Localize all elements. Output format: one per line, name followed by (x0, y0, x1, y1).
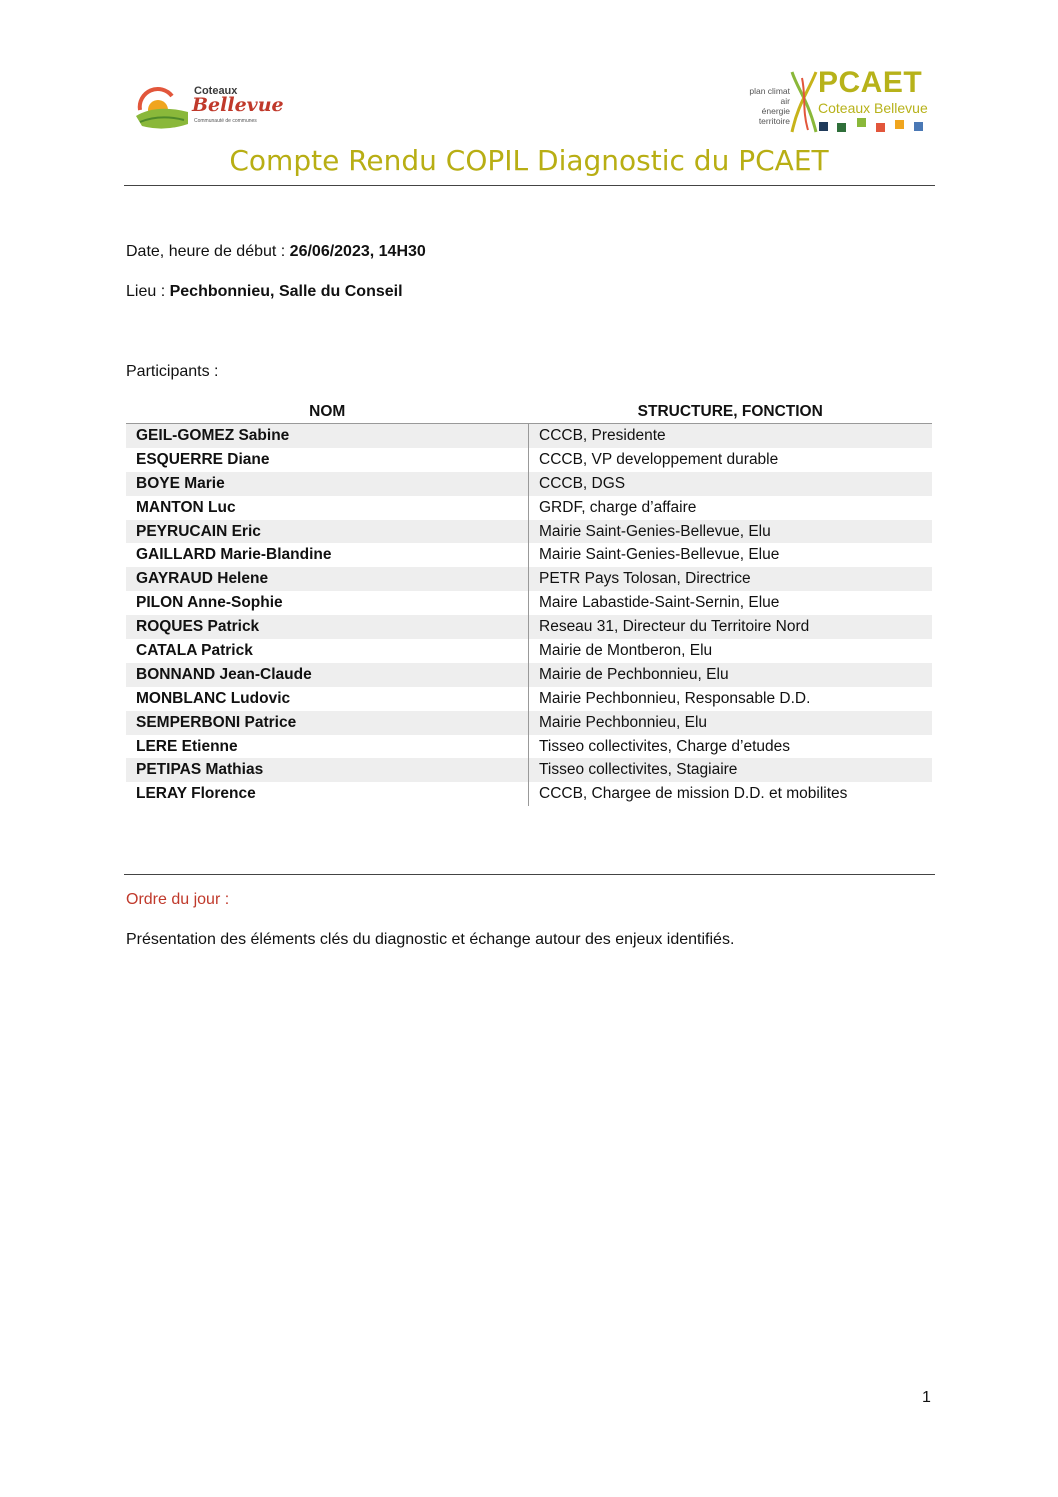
participant-structure: Mairie Saint-Genies-Bellevue, Elu (529, 520, 933, 544)
participant-name: LERE Etienne (126, 735, 529, 759)
participant-name: PILON Anne-Sophie (126, 591, 529, 615)
participant-structure: CCCB, Chargee de mission D.D. et mobilites (539, 785, 848, 803)
sun-hills-icon (134, 80, 190, 132)
table-row (126, 782, 932, 806)
document-title: Compte Rendu COPIL Diagnostic du PCAET (229, 144, 829, 177)
participants-label: Participants : (126, 363, 219, 380)
participant-name: MANTON Luc (126, 496, 529, 520)
table-row (126, 615, 932, 639)
pcaet-tagline (732, 86, 790, 126)
agenda-text: Présentation des éléments clés du diagnostic et échange autour des enjeux identifiés. (126, 931, 735, 948)
participant-structure: CCCB, Presidente (529, 424, 933, 448)
agenda-title: Ordre du jour : (126, 891, 230, 908)
title-divider (124, 185, 935, 186)
table-row (126, 424, 932, 448)
participant-structure: Maire Labastide-Saint-Sernin, Elue (539, 594, 780, 612)
table-row (126, 591, 932, 615)
column-header-structure: STRUCTURE, FONCTION (529, 401, 933, 424)
participant-name: PETIPAS Mathias (126, 758, 529, 782)
color-square (876, 123, 885, 132)
participant-name: SEMPERBONI Patrice (126, 711, 529, 735)
participant-structure: Mairie de Pechbonnieu, Elu (529, 663, 933, 687)
table-row (126, 663, 932, 687)
table-row (126, 472, 932, 496)
participants-table (126, 401, 932, 806)
participant-name: BONNAND Jean-Claude (126, 663, 529, 687)
participant-name: CATALA Patrick (126, 639, 529, 663)
pcaet-tagline-line: énergie (761, 106, 790, 116)
color-square (857, 118, 866, 127)
agenda-divider (124, 874, 935, 875)
participant-name: LERAY Florence (126, 782, 529, 806)
table-row (126, 448, 932, 472)
pcaet-swirl-icon (788, 70, 820, 136)
table-row (126, 496, 932, 520)
meeting-date (126, 243, 426, 261)
page-number: 1 (922, 1389, 931, 1406)
logo-brand-top: Coteaux (194, 85, 238, 97)
color-square (895, 120, 904, 129)
participant-structure: CCCB, DGS (529, 472, 933, 496)
participant-structure: CCCB, VP developpement durable (539, 450, 779, 468)
meeting-place (126, 283, 403, 301)
participant-name: GEIL-GOMEZ Sabine (126, 424, 529, 448)
participant-structure: Tisseo collectivites, Stagiaire (529, 758, 933, 782)
coteaux-bellevue-logo (134, 80, 284, 132)
participant-name: BOYE Marie (126, 472, 529, 496)
date-value: 26/06/2023, 14H30 (289, 243, 426, 260)
table-header-row (126, 401, 932, 424)
table-row (126, 687, 932, 711)
table-row (126, 543, 932, 567)
participant-name: GAYRAUD Helene (126, 567, 529, 591)
participant-structure: Tisseo collectivites, Charge d’etudes (539, 737, 790, 755)
table-row (126, 758, 932, 782)
participant-name: MONBLANC Ludovic (126, 687, 529, 711)
table-row (126, 520, 932, 544)
table-row (126, 639, 932, 663)
participant-structure: GRDF, charge d’affaire (539, 498, 697, 516)
participant-name: ROQUES Patrick (126, 615, 529, 639)
pcaet-tagline-line: territoire (758, 116, 790, 126)
place-value: Pechbonnieu, Salle du Conseil (169, 283, 403, 300)
logo-brand-name: Bellevue (192, 94, 284, 116)
participant-structure: Mairie de Montberon, Elu (539, 641, 713, 659)
pcaet-logo (732, 62, 932, 140)
pcaet-subtitle: Coteaux Bellevue (818, 100, 928, 116)
participant-name: ESQUERRE Diane (126, 448, 529, 472)
participant-structure: PETR Pays Tolosan, Directrice (529, 567, 933, 591)
participant-structure: Mairie Pechbonnieu, Elu (529, 711, 933, 735)
table-row (126, 711, 932, 735)
participant-structure: Mairie Saint-Genies-Bellevue, Elue (539, 546, 780, 564)
color-square (837, 123, 846, 132)
participant-structure: Reseau 31, Directeur du Territoire Nord (529, 615, 933, 639)
logo-brand-subtitle: Communauté de communes (194, 118, 257, 124)
participant-name: PEYRUCAIN Eric (126, 520, 529, 544)
pcaet-title: PCAET (818, 66, 923, 99)
color-square (819, 122, 828, 131)
pcaet-tagline-line: air (780, 96, 790, 106)
place-label: Lieu : (126, 283, 170, 300)
participant-name: GAILLARD Marie-Blandine (126, 543, 529, 567)
table-row (126, 735, 932, 759)
color-square (914, 122, 923, 131)
date-label: Date, heure de début : (126, 243, 290, 260)
pcaet-tagline-line: plan climat (749, 86, 790, 96)
column-header-nom: NOM (126, 401, 529, 424)
table-row (126, 567, 932, 591)
participant-structure: Mairie Pechbonnieu, Responsable D.D. (539, 689, 811, 707)
